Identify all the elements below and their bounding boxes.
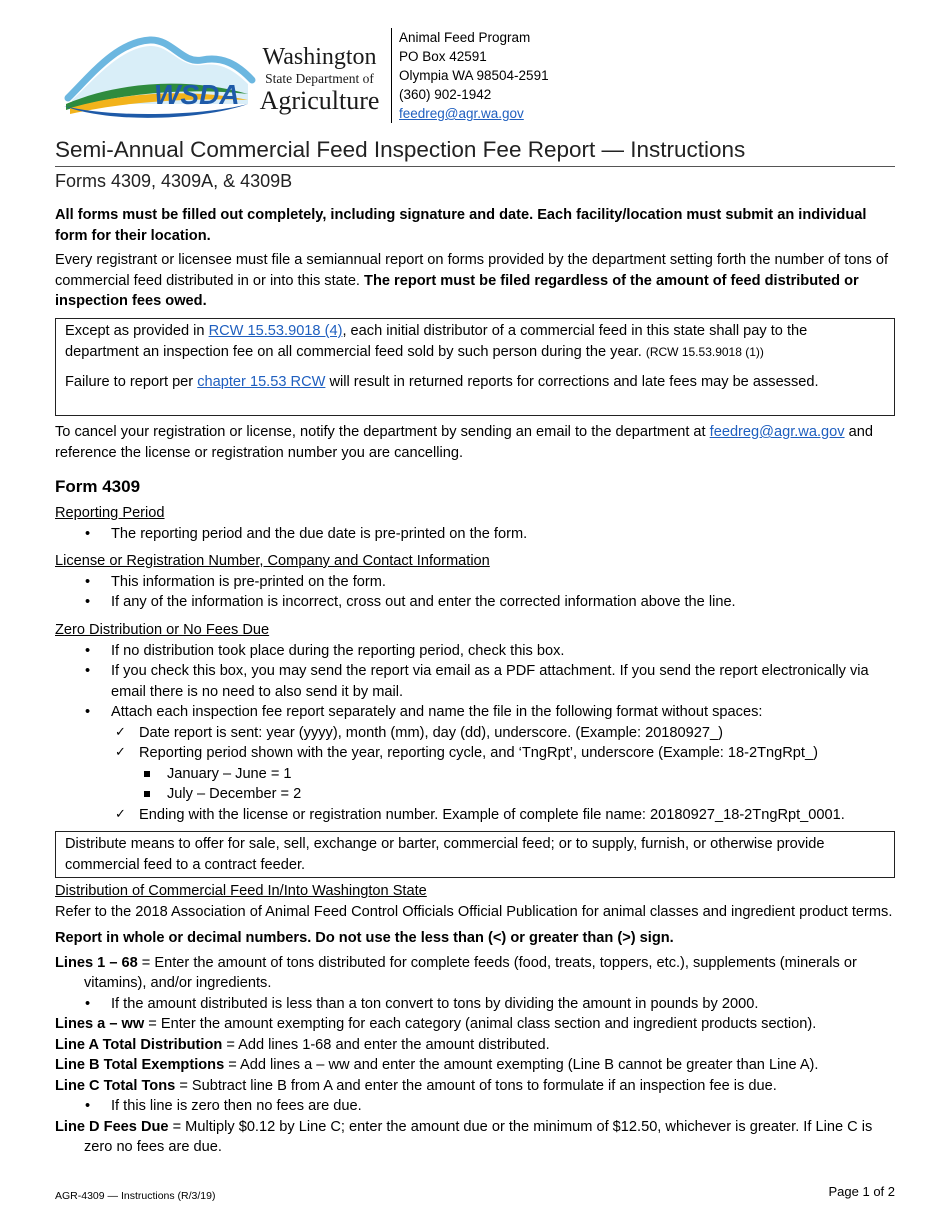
header-email-link[interactable]: feedreg@agr.wa.gov	[399, 106, 524, 121]
lines-1-68-text: = Enter the amount of tons distributed for complete feeds (food, treats, toppers, etc.), supplements (minerals or vitamins), and/or ingredients.	[84, 954, 857, 991]
distribute-definition-box	[55, 831, 895, 878]
legal-text: will result in returned reports for corrections and late fees may be assessed.	[325, 374, 819, 390]
chapter-rcw-link[interactable]: chapter 15.53 RCW	[197, 374, 326, 390]
line-c-text: = Subtract line B from A and enter the amount of tons to formulate if an inspection fee is due.	[175, 1077, 777, 1094]
license-info-section	[55, 551, 895, 613]
address-line: Animal Feed Program	[399, 30, 531, 45]
logo-line1: Washington	[262, 44, 377, 70]
logo-wordmark	[257, 44, 382, 115]
page-number: Page 1 of 2	[828, 1184, 895, 1199]
page-subtitle: Forms 4309, 4309A, & 4309B	[55, 171, 293, 191]
legal-box	[55, 318, 895, 416]
line-a-text: = Add lines 1-68 and enter the amount distributed.	[222, 1036, 550, 1053]
intro-notice	[55, 205, 895, 246]
line-d-instruction	[55, 1117, 895, 1158]
line-b-label: Line B Total Exemptions	[55, 1057, 225, 1073]
check-item: ✓ Reporting period shown with the year, reporting cycle, and ‘TngRpt’, underscore (Example: 18-2TngRpt_)	[55, 743, 895, 764]
sub-item: July – December = 2	[55, 784, 895, 805]
list-item: • If any of the information is incorrect, cross out and enter the corrected information above the line.	[55, 592, 895, 613]
lines-1-68-instruction	[55, 953, 895, 994]
distribution-section	[55, 881, 895, 1158]
line-b-text: = Add lines a – ww and enter the amount exempting (Line B cannot be greater than Line A).	[224, 1057, 819, 1073]
logo-line2: State Department of	[265, 71, 374, 86]
rcw-link[interactable]: RCW 15.53.9018 (4)	[208, 323, 343, 339]
distribution-heading: Distribution of Commercial Feed In/Into Washington State	[55, 883, 427, 899]
list-item: • This information is pre-printed on the form.	[55, 572, 895, 593]
number-format-note: Report in whole or decimal numbers. Do not use the less than (<) or greater than (>) sign.	[55, 930, 674, 946]
legal-text: Failure to report per	[65, 374, 198, 390]
cancel-text: and reference the license or registration number you are cancelling.	[55, 424, 873, 461]
list-item: • If you check this box, you may send the report via email as a PDF attachment. If you send the report electronically via email there is no need to also send it by mail.	[55, 661, 895, 702]
cancel-text: To cancel your registration or license, notify the department by sending an email to the department at	[55, 424, 710, 440]
form-id: AGR-4309 — Instructions (R/3/19)	[55, 1190, 216, 1202]
program-address	[399, 28, 549, 123]
line-a-label: Line A Total Distribution	[55, 1036, 223, 1053]
address-line: Olympia WA 98504-2591	[399, 68, 549, 83]
line-a-instruction	[55, 1035, 895, 1056]
legal-paragraph-2	[65, 372, 885, 393]
lines-a-ww-text: = Enter the amount exempting for each category (animal class section and ingredient products section).	[144, 1016, 817, 1032]
distribute-definition: Distribute means to offer for sale, sell, exchange or barter, commercial feed; or to supply, furnish, or otherwise provide commercial feed to a contract feeder.	[65, 836, 825, 873]
list-item: • If no distribution took place during the reporting period, check this box.	[55, 641, 895, 662]
list-item: • If this line is zero then no fees are due.	[55, 1096, 895, 1117]
list-item: • If the amount distributed is less than a ton convert to tons by dividing the amount in pounds by 2000.	[55, 994, 895, 1015]
distribution-text: Refer to the 2018 Association of Animal Feed Control Officials Official Publication for animal classes and ingredient product terms.	[55, 903, 893, 920]
cancel-email-link[interactable]: feedreg@agr.wa.gov	[709, 424, 845, 440]
check-item: ✓ Ending with the license or registration number. Example of complete file name: 20180927_18-2TngRpt_0001.	[55, 805, 895, 826]
list-item: • The reporting period and the due date is pre-printed on the form.	[55, 524, 895, 545]
address-line: PO Box 42591	[399, 49, 487, 64]
line-c-label: Line C Total Tons	[55, 1077, 176, 1094]
address-divider	[391, 28, 392, 123]
logo-abbr: WSDA	[154, 79, 240, 110]
line-d-label: Line D Fees Due	[55, 1118, 169, 1135]
line-d-text: = Multiply $0.12 by Line C; enter the amount due or the minimum of $12.50, whichever is greater. If Line C is zero no fees are due.	[84, 1118, 873, 1155]
address-line: (360) 902-1942	[399, 87, 492, 102]
legal-text: , each initial distributor of a commercial feed in this state shall pay to the department an inspection fee on all commercial feed sold by such person during the year.	[65, 323, 808, 360]
check-item: ✓ Date report is sent: year (yyyy), month (mm), day (dd), underscore. (Example: 20180927_)	[55, 723, 895, 744]
page-title: Semi-Annual Commercial Feed Inspection Fee Report — Instructions	[55, 137, 746, 162]
legal-paragraph-1	[65, 321, 885, 362]
lines-a-ww-label: Lines a – ww	[55, 1016, 145, 1032]
list-item: • Attach each inspection fee report separately and name the file in the following format without spaces:	[55, 702, 895, 723]
intro-bold-text: The report must be filed regardless of the amount of feed distributed or inspection fees owed.	[55, 272, 859, 309]
bold-notice: All forms must be filled out completely, including signature and date. Each facility/location must submit an individual form for their location.	[55, 207, 867, 244]
intro-text: Every registrant or licensee must file a semiannual report on forms provided by the department setting forth the number of tons of commercial feed distributed in or into this state.	[55, 252, 889, 289]
logo-line3: Agriculture	[259, 86, 380, 115]
intro-paragraph	[55, 250, 895, 312]
title-divider	[55, 166, 895, 167]
sub-item: January – June = 1	[55, 764, 895, 785]
lines-1-68-label: Lines 1 – 68	[55, 954, 138, 971]
form-4309-heading: Form 4309	[55, 477, 141, 496]
reporting-period-heading: Reporting Period	[55, 505, 165, 521]
rcw-citation: (RCW 15.53.9018 (1))	[645, 344, 764, 359]
line-b-instruction	[55, 1055, 895, 1076]
zero-distribution-heading: Zero Distribution or No Fees Due	[55, 622, 270, 638]
line-c-instruction	[55, 1076, 895, 1097]
license-info-heading: License or Registration Number, Company and Contact Information	[55, 553, 490, 569]
reporting-period-section	[55, 503, 895, 544]
legal-text: Except as provided in	[65, 323, 209, 339]
cancel-paragraph	[55, 422, 895, 463]
zero-distribution-section	[55, 620, 895, 825]
lines-a-ww-instruction	[55, 1014, 895, 1035]
